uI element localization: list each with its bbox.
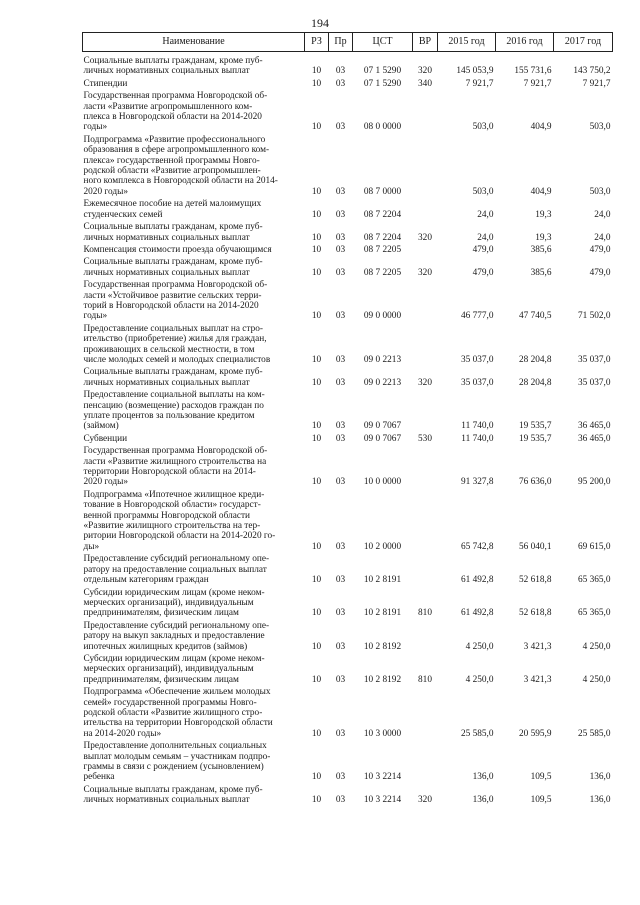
row-rz: 10 <box>311 772 322 783</box>
row-2016: 404,9 <box>530 186 552 197</box>
row-pr: 03 <box>335 122 346 133</box>
row-cst: 09 0 0000 <box>363 311 402 322</box>
row-cst: 10 3 2214 <box>363 772 402 783</box>
row-2017: 136,0 <box>589 772 611 783</box>
row-pr: 03 <box>335 608 346 619</box>
budget-table <box>82 32 613 808</box>
row-name: Социальные выплаты гражданам, кроме пуб- личных нормативных социальных выплат <box>83 257 263 278</box>
row-rz: 10 <box>311 674 322 685</box>
row-rz: 10 <box>311 209 322 220</box>
row-pr: 03 <box>335 244 346 255</box>
row-rz: 10 <box>311 122 322 133</box>
table-row <box>83 390 613 434</box>
row-cst: 10 2 8191 <box>363 608 402 619</box>
table-row <box>83 687 613 741</box>
row-vr <box>413 91 438 135</box>
header-2015: 2015 год <box>438 33 496 52</box>
row-name: Государственная программа Новгородской об- ласти «Устойчивое развитие сельских терри- торий в Новгородской области на 2014-2020 годы» <box>83 280 268 322</box>
row-name: Государственная программа Новгородской об- ласти «Развитие жилищного строительства на территории Новгородской области на 2014- 2020 годы» <box>83 446 268 488</box>
row-2017: 24,0 <box>594 209 611 220</box>
row-2015: 479,0 <box>472 267 494 278</box>
row-2015: 35 037,0 <box>460 354 494 365</box>
row-pr: 03 <box>335 354 346 365</box>
row-2017: 25 585,0 <box>577 728 611 739</box>
row-cst: 08 7 2205 <box>363 267 402 278</box>
table-row <box>83 257 613 280</box>
row-vr <box>413 324 438 368</box>
row-2015: 65 742,8 <box>460 541 494 552</box>
row-vr: 320 <box>418 795 432 806</box>
row-2015: 503,0 <box>472 186 494 197</box>
row-rz: 10 <box>311 575 322 586</box>
row-2016: 109,5 <box>530 795 552 806</box>
row-cst: 07 1 5290 <box>363 66 402 77</box>
row-2015: 136,0 <box>472 795 494 806</box>
row-vr <box>413 490 438 554</box>
row-2017: 36 465,0 <box>577 421 611 432</box>
row-rz: 10 <box>311 728 322 739</box>
table-row <box>83 741 613 785</box>
table-row <box>83 135 613 199</box>
row-2015: 4 250,0 <box>465 641 494 652</box>
row-cst: 10 0 0000 <box>363 477 402 488</box>
row-name: Социальные выплаты гражданам, кроме пуб- личных нормативных социальных выплат <box>83 56 263 77</box>
row-rz: 10 <box>311 641 322 652</box>
row-rz: 10 <box>311 477 322 488</box>
table-row <box>83 199 613 222</box>
row-vr: 810 <box>418 608 432 619</box>
row-2016: 28 204,8 <box>518 354 552 365</box>
row-2017: 95 200,0 <box>577 477 611 488</box>
row-cst: 08 7 0000 <box>363 186 402 197</box>
row-2016: 47 740,5 <box>518 311 552 322</box>
row-cst: 10 2 0000 <box>363 541 402 552</box>
row-name: Стипендии <box>83 78 128 89</box>
table-row <box>83 621 613 654</box>
row-vr <box>413 741 438 785</box>
row-2015: 145 053,9 <box>456 66 494 77</box>
row-vr <box>413 280 438 324</box>
row-pr: 03 <box>335 186 346 197</box>
row-2016: 19 535,7 <box>518 433 552 444</box>
table-row <box>83 785 613 808</box>
table-row <box>83 554 613 587</box>
table-row <box>83 52 613 79</box>
header-cst: ЦСТ <box>353 33 413 52</box>
row-2016: 7 921,7 <box>523 78 552 89</box>
row-rz: 10 <box>311 377 322 388</box>
row-vr <box>413 245 438 257</box>
row-vr: 320 <box>418 66 432 77</box>
row-pr: 03 <box>335 311 346 322</box>
row-vr <box>413 446 438 490</box>
row-2015: 35 037,0 <box>460 377 494 388</box>
row-name: Подпрограмма «Развитие профессионального образования в сфере агропромышленного ком- плекса» государственной программы Новго- родской области «Развитие агропромышлен- ного комплекса в Новгородской области на 2014- 2020 годы» <box>83 134 278 197</box>
row-2015: 24,0 <box>477 232 494 243</box>
row-rz: 10 <box>311 421 322 432</box>
row-vr <box>413 554 438 587</box>
row-vr: 320 <box>418 377 432 388</box>
row-rz: 10 <box>311 541 322 552</box>
row-cst: 09 0 7067 <box>363 433 402 444</box>
row-pr: 03 <box>335 641 346 652</box>
row-2017: 503,0 <box>589 122 611 133</box>
row-name: Субсидии юридическим лицам (кроме неком- мерческих организаций), индивидуальным предпринимателям, физическим лицам <box>83 653 265 685</box>
row-name: Государственная программа Новгородской об- ласти «Развитие агропромышленного ком- плекса в Новгородской области на 2014-2020 годы» <box>83 91 268 133</box>
table-row <box>83 654 613 687</box>
header-name: Наименование <box>83 33 305 52</box>
row-2016: 20 595,9 <box>518 728 552 739</box>
table-row <box>83 245 613 257</box>
row-pr: 03 <box>335 78 346 89</box>
row-2017: 71 502,0 <box>577 311 611 322</box>
table-row <box>83 280 613 324</box>
row-2016: 385,6 <box>530 244 552 255</box>
row-2017: 35 037,0 <box>577 377 611 388</box>
row-2016: 19 535,7 <box>518 421 552 432</box>
row-2015: 24,0 <box>477 209 494 220</box>
row-2017: 503,0 <box>589 186 611 197</box>
row-vr: 530 <box>418 433 432 444</box>
row-2017: 36 465,0 <box>577 433 611 444</box>
row-pr: 03 <box>335 267 346 278</box>
row-2016: 19,3 <box>535 232 552 243</box>
header-2016: 2016 год <box>496 33 554 52</box>
table-body <box>83 52 613 808</box>
header-2017: 2017 год <box>554 33 613 52</box>
row-pr: 03 <box>335 421 346 432</box>
row-2016: 28 204,8 <box>518 377 552 388</box>
row-2015: 479,0 <box>472 244 494 255</box>
row-name: Предоставление дополнительных социальных выплат молодым семьям – участникам подпро- граммы в связи с рождением (усыновлением) ребенка <box>83 741 271 783</box>
row-vr <box>413 135 438 199</box>
row-2016: 52 618,8 <box>518 575 552 586</box>
row-2017: 136,0 <box>589 795 611 806</box>
row-cst: 09 0 2213 <box>363 354 402 365</box>
row-name: Подпрограмма «Обеспечение жильем молодых семей» государственной программы Новго- родской области «Развитие жилищного стро- ительства на территории Новгородской области на 2014-2020 годы» <box>83 687 273 739</box>
row-rz: 10 <box>311 244 322 255</box>
header-pr: Пр <box>329 33 353 52</box>
row-vr: 810 <box>418 674 432 685</box>
row-vr <box>413 390 438 434</box>
row-pr: 03 <box>335 795 346 806</box>
table-row <box>83 490 613 554</box>
row-2017: 143 750,2 <box>573 66 611 77</box>
row-2016: 404,9 <box>530 122 552 133</box>
row-2017: 65 365,0 <box>577 575 611 586</box>
row-2016: 109,5 <box>530 772 552 783</box>
row-pr: 03 <box>335 728 346 739</box>
row-name: Предоставление субсидий региональному опе- ратору на выкуп закладных и предоставление ипотечных жилищных кредитов (займов) <box>83 620 270 652</box>
row-cst: 08 7 2205 <box>363 244 402 255</box>
table-row <box>83 434 613 446</box>
row-name: Подпрограмма «Ипотечное жилищное креди- тование в Новгородской области» государст- венной программы Новгородской области «Развитие жилищного строительства на тер- ритории Новгородской области на 2014-2020 го- ды» <box>83 489 276 552</box>
row-2016: 3 421,3 <box>523 674 552 685</box>
row-name: Предоставление социальных выплат на стро- ительство (приобретение) жилья для граждан, проживающих в сельской местности, в том числе молодых семей и молодых специалистов <box>83 323 271 365</box>
row-2015: 7 921,7 <box>465 78 494 89</box>
row-name: Социальные выплаты гражданам, кроме пуб- личных нормативных социальных выплат <box>83 222 263 243</box>
row-rz: 10 <box>311 433 322 444</box>
row-name: Социальные выплаты гражданам, кроме пуб- личных нормативных социальных выплат <box>83 784 263 806</box>
row-name: Ежемесячное пособие на детей малоимущих студенческих семей <box>83 199 262 220</box>
row-pr: 03 <box>335 66 346 77</box>
table-row <box>83 324 613 368</box>
row-2015: 91 327,8 <box>460 477 494 488</box>
row-rz: 10 <box>311 186 322 197</box>
row-2015: 136,0 <box>472 772 494 783</box>
row-cst: 10 2 8192 <box>363 641 402 652</box>
row-name: Социальные выплаты гражданам, кроме пуб- личных нормативных социальных выплат <box>83 367 263 388</box>
row-name: Субсидии юридическим лицам (кроме неком- мерческих организаций), индивидуальным предпринимателям, физическим лицам <box>83 587 265 619</box>
row-vr: 320 <box>418 267 432 278</box>
row-rz: 10 <box>311 66 322 77</box>
table-header <box>83 33 613 52</box>
row-cst: 10 3 0000 <box>363 728 402 739</box>
row-2017: 4 250,0 <box>582 641 611 652</box>
row-rz: 10 <box>311 232 322 243</box>
row-2015: 11 740,0 <box>461 433 494 444</box>
row-pr: 03 <box>335 541 346 552</box>
row-2016: 76 636,0 <box>518 477 552 488</box>
table-row <box>83 79 613 91</box>
row-pr: 03 <box>335 209 346 220</box>
row-2015: 11 740,0 <box>461 421 494 432</box>
row-cst: 07 1 5290 <box>363 78 402 89</box>
row-vr: 320 <box>418 232 432 243</box>
row-2016: 19,3 <box>535 209 552 220</box>
row-rz: 10 <box>311 354 322 365</box>
row-rz: 10 <box>311 795 322 806</box>
row-pr: 03 <box>335 377 346 388</box>
table-row <box>83 367 613 390</box>
row-vr <box>413 687 438 741</box>
row-pr: 03 <box>335 433 346 444</box>
row-2017: 7 921,7 <box>582 78 611 89</box>
row-vr <box>413 621 438 654</box>
row-rz: 10 <box>311 78 322 89</box>
row-2017: 479,0 <box>589 267 611 278</box>
page-number: 194 <box>311 16 329 30</box>
row-2017: 4 250,0 <box>582 674 611 685</box>
row-2015: 503,0 <box>472 122 494 133</box>
row-2016: 56 040,1 <box>518 541 552 552</box>
table-row <box>83 446 613 490</box>
row-2016: 385,6 <box>530 267 552 278</box>
table-row <box>83 588 613 621</box>
row-2016: 52 618,8 <box>518 608 552 619</box>
row-vr: 340 <box>418 78 432 89</box>
header-rz: РЗ <box>305 33 329 52</box>
row-cst: 08 0 0000 <box>363 122 402 133</box>
row-cst: 09 0 7067 <box>363 421 402 432</box>
table-row <box>83 222 613 245</box>
row-name: Субвенции <box>83 433 128 444</box>
row-cst: 09 0 2213 <box>363 377 402 388</box>
row-2015: 61 492,8 <box>460 608 494 619</box>
row-2017: 69 615,0 <box>577 541 611 552</box>
row-2016: 155 731,6 <box>514 66 552 77</box>
row-vr <box>413 199 438 222</box>
row-2017: 35 037,0 <box>577 354 611 365</box>
row-name: Компенсация стоимости проезда обучающимся <box>83 244 272 255</box>
row-pr: 03 <box>335 575 346 586</box>
row-2017: 24,0 <box>594 232 611 243</box>
row-cst: 10 3 2214 <box>363 795 402 806</box>
row-2016: 3 421,3 <box>523 641 552 652</box>
row-pr: 03 <box>335 674 346 685</box>
row-2017: 65 365,0 <box>577 608 611 619</box>
row-2015: 25 585,0 <box>460 728 494 739</box>
row-2017: 479,0 <box>589 244 611 255</box>
row-pr: 03 <box>335 772 346 783</box>
row-rz: 10 <box>311 608 322 619</box>
row-name: Предоставление социальной выплаты на ком- пенсацию (возмещение) расходов граждан по уплате процентов за пользование кредитом (займом) <box>83 390 265 432</box>
row-2015: 61 492,8 <box>460 575 494 586</box>
row-rz: 10 <box>311 311 322 322</box>
row-2015: 4 250,0 <box>465 674 494 685</box>
row-pr: 03 <box>335 232 346 243</box>
row-pr: 03 <box>335 477 346 488</box>
row-rz: 10 <box>311 267 322 278</box>
row-name: Предоставление субсидий региональному опе- ратору на предоставление социальных выплат отдельным категориям граждан <box>83 554 270 586</box>
row-cst: 10 2 8191 <box>363 575 402 586</box>
row-cst: 08 7 2204 <box>363 209 402 220</box>
header-vr: ВР <box>413 33 438 52</box>
table-row <box>83 91 613 135</box>
row-cst: 08 7 2204 <box>363 232 402 243</box>
row-cst: 10 2 8192 <box>363 674 402 685</box>
row-2015: 46 777,0 <box>460 311 494 322</box>
